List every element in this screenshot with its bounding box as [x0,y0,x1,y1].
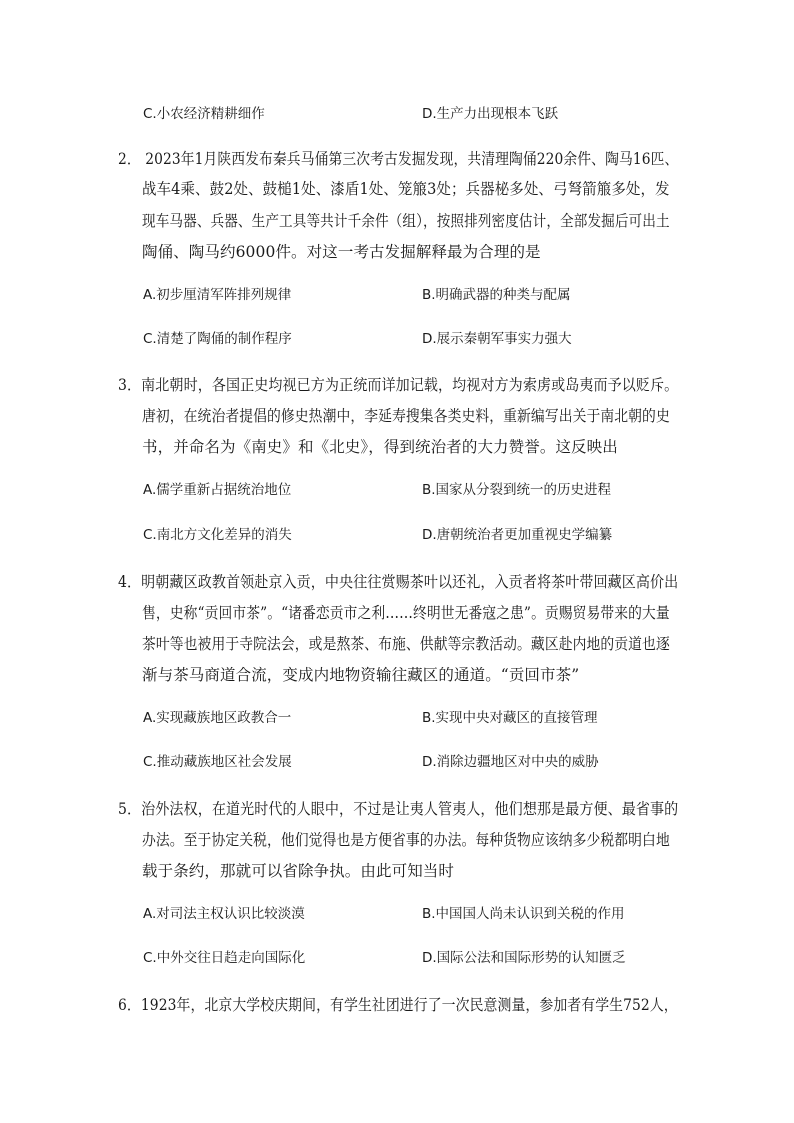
q1-option-d[interactable]: D.生产力出现根本飞跃 [422,106,559,122]
q2-options-row-ab [0,283,794,307]
q2-option-d[interactable]: D.展示秦朝军事实力强大 [422,331,572,347]
q4-number: 4． [118,573,142,591]
q2-number: 2． [118,150,141,168]
q4-option-c[interactable]: C.推动藏族地区社会发展 [143,754,292,770]
q4-options-row-cd [0,750,794,774]
q3-option-b[interactable]: B.国家从分裂到统一的历史进程 [422,482,612,498]
q6-number: 6． [118,996,141,1014]
q4-options-row-ab [0,706,794,730]
q5-stem-line-3: 载于条约，那就可以省除争执。由此可知当时 [142,862,455,880]
q2-option-b[interactable]: B.明确武器的种类与配属 [422,287,571,303]
q3-stem-line-3: 书，并命名为《南史》和《北史》，得到统治者的大力赞誉。这反映出 [142,438,618,456]
q5-stem-line-2: 办法。至于协定关税，他们觉得也是方便省事的办法。每种货物应该纳多少税都明白地 [142,831,670,849]
q6-stem-line-1 [118,990,678,1020]
q3-option-c[interactable]: C.南北方文化差异的消失 [143,527,292,543]
q4-stem-line-3: 茶叶等也被用于寺院法会，或是熬茶、布施、供献等宗教活动。藏区赴内地的贡道也逐 [142,635,670,653]
q4-text-1: 明朝藏区政教首领赴京入贡，中央往往赏赐茶叶以还礼，入贡者将茶叶带回藏区高价出 [141,573,679,591]
q3-number: 3． [118,376,142,394]
q2-option-c[interactable]: C.清楚了陶俑的制作程序 [143,331,292,347]
q6-text-1: 1923年，北京大学校庆期间，有学生社团进行了一次民意测量，参加者有学生752人， [140,996,678,1014]
q1-option-c[interactable]: C.小农经济精耕细作 [143,106,265,122]
q5-number: 5． [118,800,142,818]
q3-option-d[interactable]: D.唐朝统治者更加重视史学编纂 [422,527,613,543]
q3-option-a[interactable]: A.儒学重新占据统治地位 [143,482,292,498]
q2-stem-line-3: 现车马器、兵器、生产工具等共计千余件（组），按照排列密度估计，全部发掘后可出土 [142,212,670,230]
q4-option-b[interactable]: B.实现中央对藏区的直接管理 [422,710,598,726]
q3-options-row-ab [0,478,794,502]
q5-stem-line-1 [118,794,679,824]
q4-stem-line-2: 售，史称“贡回市茶”。“诸番恋贡市之利……终明世无番寇之患”。贡赐贸易带来的大量 [142,604,670,622]
q2-option-a[interactable]: A.初步厘清军阵排列规律 [143,287,292,303]
q5-text-1: 治外法权，在道光时代的人眼中，不过是让夷人管夷人，他们想那是最方便、最省事的 [141,800,679,818]
q2-stem-line-2: 战车4乘、鼓2处、鼓槌1处、漆盾1处、笼箙3处；兵器柲多处、弓弩箭箙多处，发 [142,180,670,198]
q2-stem-line-4: 陶俑、陶马约6000件。对这一考古发掘解释最为合理的是 [142,243,541,261]
q3-stem-line-2: 唐初，在统治者提倡的修史热潮中，李延寿搜集各类史料，重新编写出关于南北朝的史 [142,407,670,425]
q3-text-1: 南北朝时，各国正史均视已方为正统而详加记载，均视对方为索虏或岛夷而予以贬斥。 [141,376,679,394]
q4-option-d[interactable]: D.消除边疆地区对中央的威胁 [422,754,599,770]
q4-stem-line-1 [118,567,679,597]
q1-options-row-cd [0,102,794,126]
q4-option-a[interactable]: A.实现藏族地区政教合一 [143,710,292,726]
q2-options-row-cd [0,327,794,351]
q4-stem-line-4: 渐与茶马商道合流，变成内地物资输往藏区的通道。“贡回市茶” [142,666,580,684]
q5-options-row-cd [0,946,794,970]
q3-options-row-cd [0,523,794,547]
q5-option-d[interactable]: D.国际公法和国际形势的认知匮乏 [422,950,626,966]
q2-text-1: 2023年1月陕西发布秦兵马俑第三次考古发掘发现，共清理陶俑220余件、陶马16匹、 [140,150,679,168]
q5-option-c[interactable]: C.中外交往日趋走向国际化 [143,950,306,966]
q2-stem-line-1 [118,144,679,174]
q5-option-b[interactable]: B.中国国人尚未认识到关税的作用 [422,906,625,922]
q5-option-a[interactable]: A.对司法主权认识比较淡漠 [143,906,305,922]
q3-stem-line-1 [118,370,679,400]
q5-options-row-ab [0,902,794,926]
